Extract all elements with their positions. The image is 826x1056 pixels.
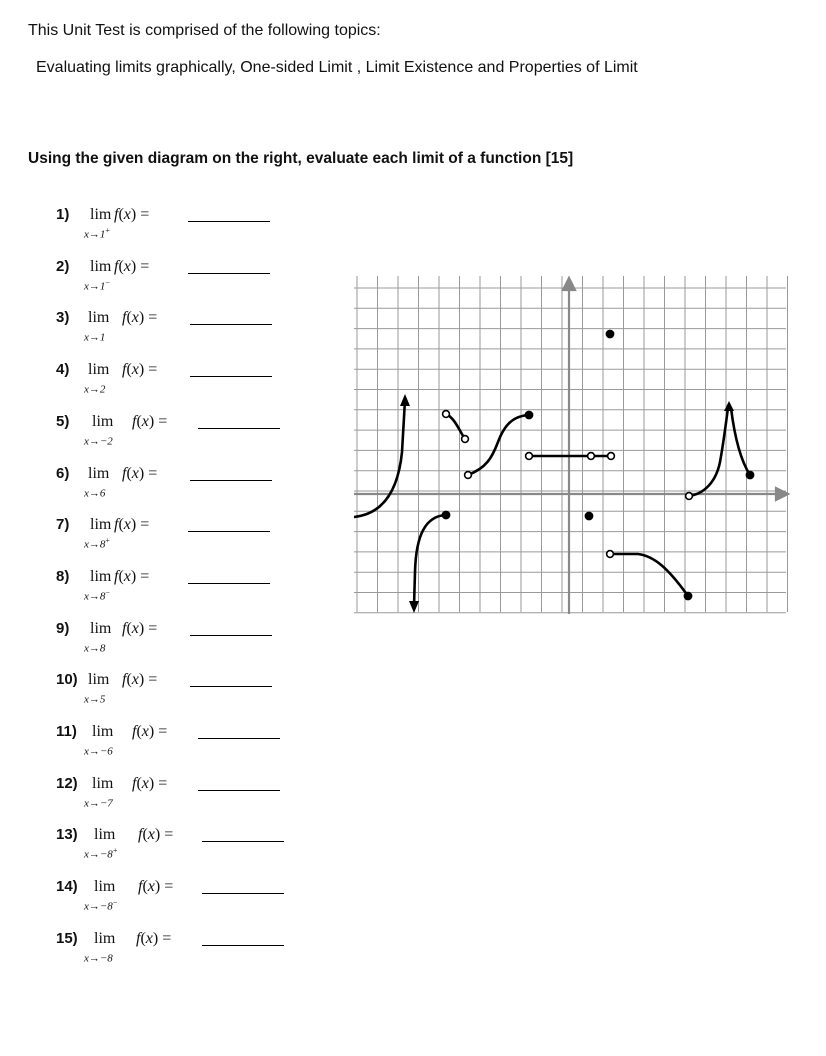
problem-number: 11)	[56, 723, 77, 740]
lim-operator: lim	[94, 930, 116, 947]
problem-number: 6)	[56, 465, 70, 482]
approach-value: x→−2	[84, 435, 113, 448]
lim-operator: lim	[88, 309, 110, 326]
approach-side: −	[112, 898, 118, 907]
function-label: f(x) =	[132, 775, 168, 792]
answer-blank[interactable]	[188, 221, 270, 222]
problem-number: 8)	[56, 568, 70, 585]
function-graph	[354, 272, 790, 614]
function-label: f(x) =	[122, 671, 158, 688]
answer-blank[interactable]	[190, 686, 272, 687]
y-axis-arrow	[563, 278, 575, 290]
answer-blank[interactable]	[202, 893, 284, 894]
limit-approach	[84, 743, 113, 758]
function-label: f(x) =	[122, 620, 158, 637]
approach-value: x→−6	[84, 745, 113, 758]
approach-value: x→1	[84, 331, 106, 344]
open-point	[443, 411, 450, 418]
function-label: f(x) =	[138, 826, 174, 843]
lim-operator: lim	[92, 723, 114, 740]
open-point	[526, 453, 533, 460]
lim-operator: lim	[90, 206, 112, 223]
points	[442, 330, 753, 599]
closed-point	[442, 511, 449, 518]
lim-operator: lim	[88, 361, 110, 378]
lim-operator: lim	[88, 465, 110, 482]
approach-value: x→−8	[84, 900, 113, 913]
open-point	[686, 493, 693, 500]
approach-value: x→1	[84, 280, 106, 293]
approach-side: +	[112, 846, 118, 855]
approach-value: x→2	[84, 383, 106, 396]
closed-point	[684, 592, 691, 599]
function-label: f(x) =	[122, 361, 158, 378]
approach-value: x→−8	[84, 952, 113, 965]
limit-approach	[84, 278, 110, 293]
function-label: f(x) =	[122, 309, 158, 326]
curve-decreasing-segment	[446, 414, 465, 439]
function-label: f(x) =	[114, 516, 150, 533]
answer-blank[interactable]	[188, 583, 270, 584]
approach-side: −	[105, 588, 110, 597]
closed-point	[585, 512, 592, 519]
problem-number: 13)	[56, 826, 78, 843]
answer-blank[interactable]	[188, 531, 270, 532]
closed-point	[525, 411, 532, 418]
approach-value: x→−7	[84, 797, 113, 810]
limit-approach	[84, 588, 110, 603]
lim-operator: lim	[92, 413, 114, 430]
approach-value: x→8	[84, 538, 106, 551]
lim-operator: lim	[90, 258, 112, 275]
problem-number: 12)	[56, 775, 78, 792]
approach-side: +	[105, 226, 110, 235]
curve-lower-left-arrow	[409, 601, 419, 613]
instruction-heading: Using the given diagram on the right, evaluate each limit of a function [15]	[28, 150, 574, 167]
function-label: f(x) =	[114, 206, 150, 223]
limit-approach	[84, 381, 105, 396]
curve-right-descent	[731, 408, 750, 475]
lim-operator: lim	[94, 878, 116, 895]
problem-number: 3)	[56, 309, 70, 326]
function-label: f(x) =	[132, 723, 168, 740]
problem-number: 15)	[56, 930, 78, 947]
problem-number: 1)	[56, 206, 70, 223]
answer-blank[interactable]	[190, 635, 272, 636]
function-label: f(x) =	[114, 568, 150, 585]
answer-blank[interactable]	[190, 480, 272, 481]
curve-left-arrow	[400, 394, 410, 406]
limit-approach	[84, 846, 117, 861]
lim-operator: lim	[92, 775, 114, 792]
open-point	[462, 436, 469, 443]
problem-number: 14)	[56, 878, 78, 895]
curve-s-segment	[468, 415, 529, 475]
approach-side: +	[105, 536, 110, 545]
limit-approach	[84, 898, 117, 913]
problem-number: 5)	[56, 413, 70, 430]
function-label: f(x) =	[132, 413, 168, 430]
intro-text: This Unit Test is comprised of the following topics:	[28, 22, 381, 39]
lim-operator: lim	[90, 568, 112, 585]
approach-value: x→5	[84, 693, 106, 706]
answer-blank[interactable]	[190, 324, 272, 325]
limit-approach	[84, 329, 105, 344]
lim-operator: lim	[88, 671, 110, 688]
answer-blank[interactable]	[202, 945, 284, 946]
function-label: f(x) =	[136, 930, 172, 947]
answer-blank[interactable]	[198, 738, 280, 739]
curve-left-branch	[354, 400, 405, 517]
approach-value: x→1	[84, 228, 106, 241]
closed-point	[746, 471, 753, 478]
open-point	[465, 472, 472, 479]
problem-number: 10)	[56, 671, 78, 688]
function-label: f(x) =	[114, 258, 150, 275]
limit-approach	[84, 433, 113, 448]
lim-operator: lim	[90, 620, 112, 637]
function-label: f(x) =	[138, 878, 174, 895]
problem-number: 9)	[56, 620, 70, 637]
closed-point	[606, 330, 613, 337]
approach-value: x→8	[84, 590, 106, 603]
answer-blank[interactable]	[198, 790, 280, 791]
function-label: f(x) =	[122, 465, 158, 482]
approach-value: x→−8	[84, 848, 113, 861]
limit-approach	[84, 485, 105, 500]
limit-approach	[84, 691, 105, 706]
limit-approach	[84, 226, 110, 241]
answer-blank[interactable]	[202, 841, 284, 842]
curves	[354, 394, 750, 613]
approach-side: −	[105, 278, 110, 287]
open-point	[588, 453, 595, 460]
x-axis-arrow	[776, 488, 788, 500]
problem-number: 4)	[56, 361, 70, 378]
answer-blank[interactable]	[190, 376, 272, 377]
curve-right-peak	[689, 408, 728, 496]
limit-approach	[84, 795, 113, 810]
limit-approach	[84, 950, 113, 965]
limit-approach	[84, 640, 105, 655]
topics-text: Evaluating limits graphically, One-sided Limit , Limit Existence and Properties of Limit	[36, 59, 638, 76]
approach-value: x→6	[84, 487, 106, 500]
answer-blank[interactable]	[198, 428, 280, 429]
lim-operator: lim	[90, 516, 112, 533]
answer-blank[interactable]	[188, 273, 270, 274]
approach-value: x→8	[84, 642, 106, 655]
problem-number: 7)	[56, 516, 70, 533]
problem-number: 2)	[56, 258, 70, 275]
open-point	[608, 453, 615, 460]
curve-lower-right-segment	[610, 554, 688, 596]
lim-operator: lim	[94, 826, 116, 843]
open-point	[607, 551, 614, 558]
limit-approach	[84, 536, 110, 551]
